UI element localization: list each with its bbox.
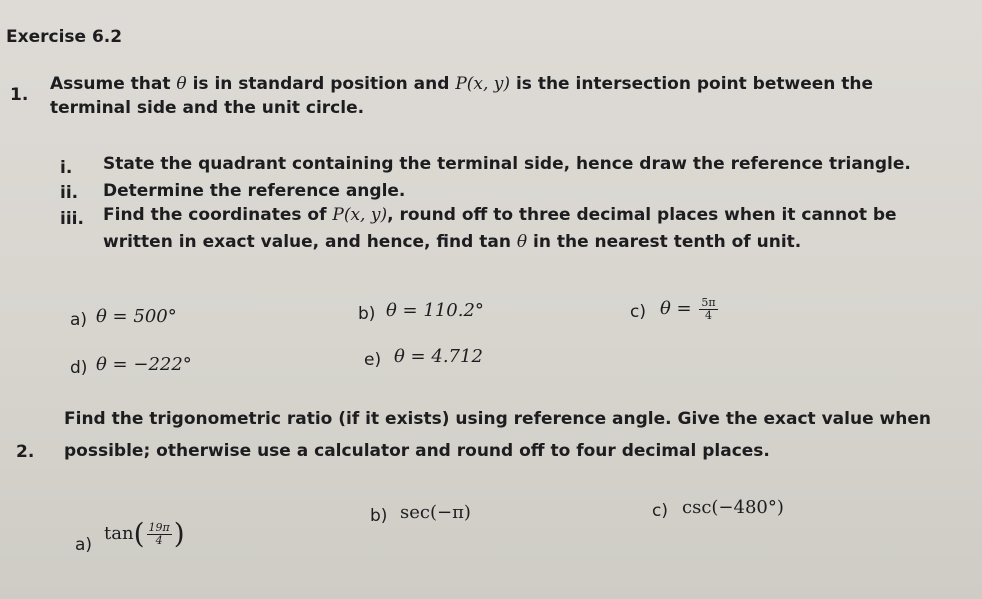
- q2-part-a-close-paren: ): [173, 517, 185, 550]
- q1-sub-iii-line1: [103, 204, 897, 226]
- q1-part-a-label: a): [70, 310, 88, 330]
- q1-sub-i-label: i.: [60, 158, 73, 178]
- q1-sub-iii-line2: [103, 231, 801, 253]
- q2-part-a-denominator: 4: [155, 533, 163, 547]
- q1-theta: θ: [176, 74, 187, 94]
- q1-sub-i-text: State the quadrant containing the terminal side, hence draw the reference triangle.: [103, 154, 911, 174]
- q1-sub-iii-line2-b: in the nearest tenth of unit.: [527, 232, 802, 252]
- q1-part-c-label: c): [630, 302, 646, 322]
- exercise-title: Exercise 6.2: [6, 27, 123, 47]
- q2-part-c-label: c): [652, 501, 668, 521]
- q1-part-e-expr: θ = 4.712: [394, 346, 483, 367]
- q1-sub-iii-label: iii.: [60, 209, 84, 229]
- q1-part-c-expr: [660, 289, 720, 329]
- q1-part-c-lhs: θ =: [660, 298, 698, 319]
- q1-text-b: is in standard position and: [186, 74, 456, 94]
- q2-part-a-numerator: 19π: [148, 520, 170, 534]
- q1-part-c-numerator: 5π: [701, 295, 716, 309]
- q1-sub-ii-text: Determine the reference angle.: [103, 181, 406, 201]
- q2-part-b-label: b): [370, 506, 388, 526]
- q2-line2: possible; otherwise use a calculator and round off to four decimal places.: [64, 441, 770, 461]
- q1-sub-ii-label: ii.: [60, 183, 79, 203]
- q1-part-c-denominator: 4: [704, 308, 712, 322]
- q2-part-c-expr: csc(−480°): [682, 497, 784, 518]
- q2-number: 2.: [16, 442, 35, 462]
- q1-text-a: Assume that: [50, 74, 177, 94]
- q2-line1: Find the trigonometric ratio (if it exists) using reference angle. Give the exact value when: [64, 409, 931, 429]
- q1-part-d-expr: θ = −222°: [96, 354, 192, 375]
- q1-sub-iii-point: P(x, y): [332, 205, 388, 225]
- q1-line1: [50, 73, 873, 95]
- q1-part-a-expr: θ = 500°: [96, 306, 177, 327]
- q2-part-a-func: tan: [104, 523, 134, 544]
- q2-part-a-fraction: [147, 522, 172, 547]
- q1-part-b-label: b): [358, 304, 376, 324]
- q1-number: 1.: [10, 85, 29, 105]
- q1-sub-iii-text-a: Find the coordinates of: [103, 205, 333, 225]
- q1-line2: terminal side and the unit circle.: [50, 98, 365, 118]
- q2-part-a-open-paren: (: [133, 517, 145, 550]
- q2-part-a-expr: [104, 514, 185, 554]
- q1-sub-iii-line2-a: written in exact value, and hence, find tan: [103, 232, 517, 252]
- q2-part-b-expr: sec(−π): [400, 502, 471, 523]
- q2-part-a-label: a): [75, 535, 93, 555]
- q1-part-e-label: e): [364, 350, 382, 370]
- q1-text-c: is the intersection point between the: [510, 74, 874, 94]
- q1-point: P(x, y): [455, 74, 511, 94]
- q1-part-d-label: d): [70, 358, 88, 378]
- q1-part-b-expr: θ = 110.2°: [386, 300, 484, 321]
- q1-sub-iii-theta: θ: [516, 232, 528, 252]
- q1-sub-iii-text-b: , round off to three decimal places when it cannot be: [387, 205, 897, 225]
- q1-part-c-fraction: [699, 297, 717, 322]
